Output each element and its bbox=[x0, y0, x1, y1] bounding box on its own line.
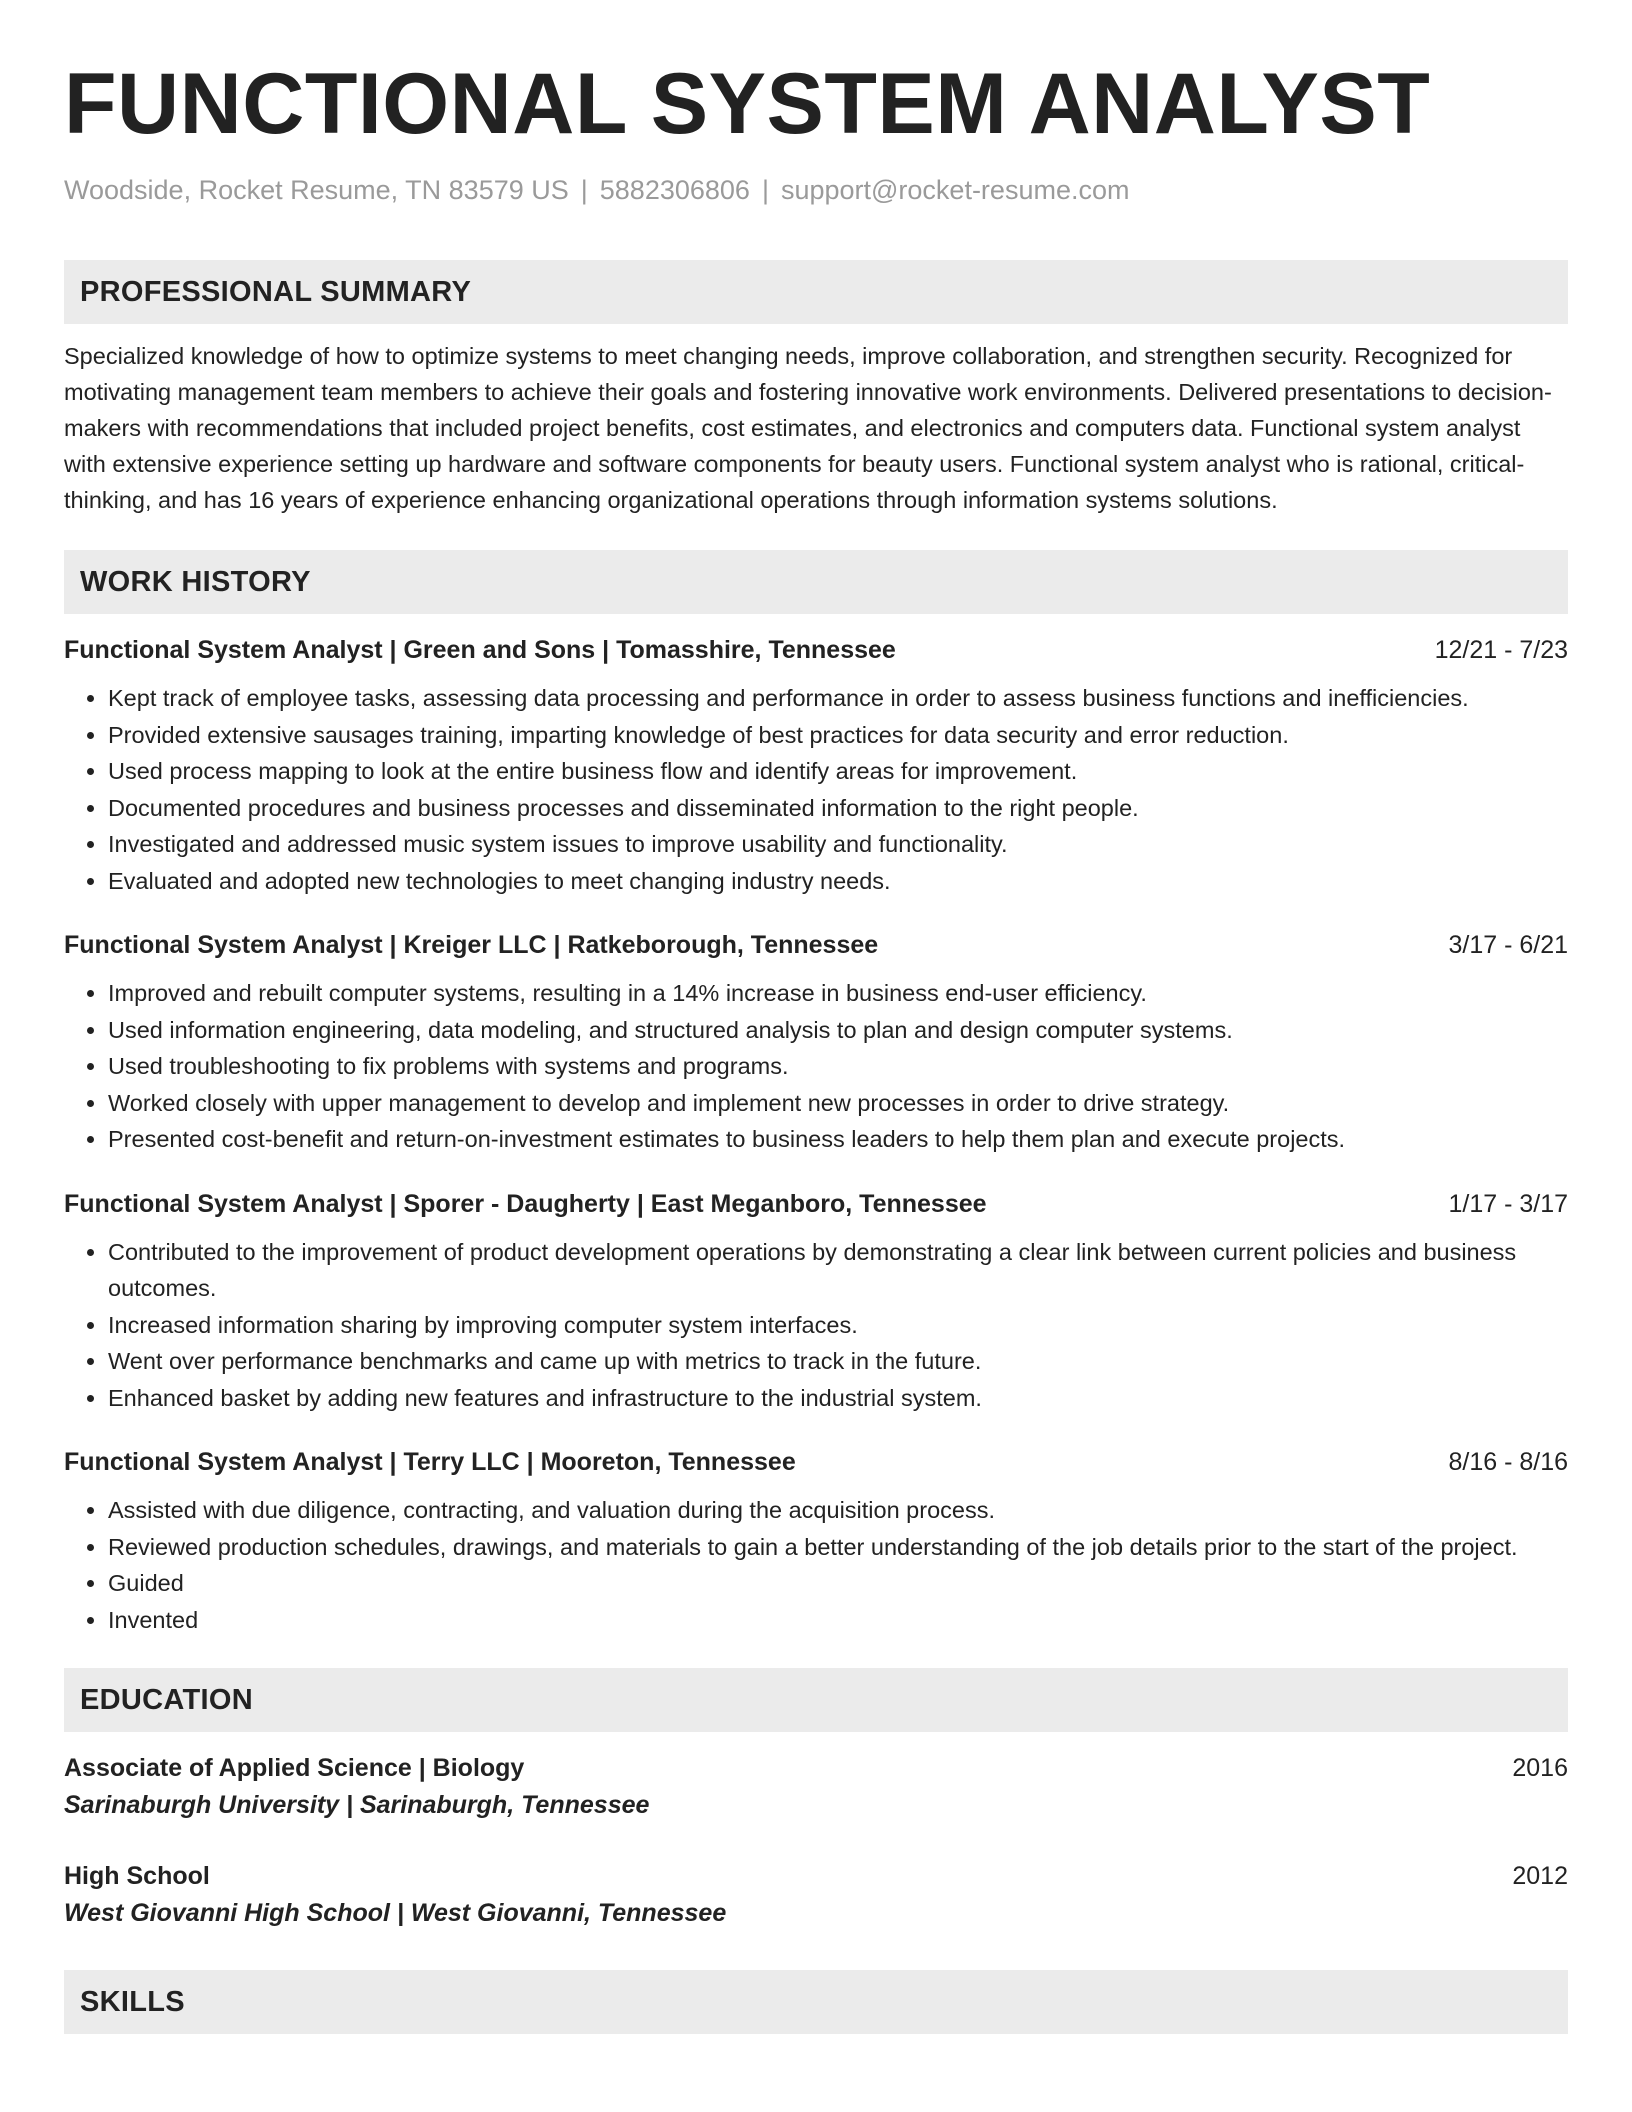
job-title: Functional System Analyst | Green and Sons | Tomasshire, Tennessee bbox=[64, 636, 896, 664]
job-dates: 3/17 - 6/21 bbox=[1448, 931, 1568, 959]
job-entry bbox=[64, 1444, 1568, 1638]
job-dates: 12/21 - 7/23 bbox=[1434, 636, 1568, 664]
contact-address: Woodside, Rocket Resume, TN 83579 US bbox=[64, 175, 569, 205]
job-bullet: • Documented procedures and business processes and disseminated information to the right people. bbox=[108, 790, 1568, 827]
education-entry bbox=[64, 1858, 1568, 1932]
resume-name: FUNCTIONAL SYSTEM ANALYST bbox=[64, 56, 1431, 152]
job-bullets bbox=[64, 975, 1568, 1158]
education-school: Sarinaburgh University | Sarinaburgh, Tennessee bbox=[64, 1791, 650, 1819]
job-bullet: • Investigated and addressed music system issues to improve usability and functionality. bbox=[108, 826, 1568, 863]
job-bullet: • Enhanced basket by adding new features and infrastructure to the industrial system. bbox=[108, 1380, 1568, 1417]
education-degree: High School bbox=[64, 1862, 210, 1890]
job-bullets bbox=[64, 1492, 1568, 1638]
job-bullet: • Improved and rebuilt computer systems, resulting in a 14% increase in business end-user efficiency. bbox=[108, 975, 1568, 1012]
job-bullet: • Presented cost-benefit and return-on-investment estimates to business leaders to help them plan and execute projects. bbox=[108, 1121, 1568, 1158]
education-entry bbox=[64, 1750, 1568, 1824]
contact-separator: | bbox=[761, 175, 769, 205]
job-entry bbox=[64, 1186, 1568, 1417]
contact-line bbox=[64, 172, 1568, 208]
job-dates: 8/16 - 8/16 bbox=[1448, 1448, 1568, 1476]
job-bullet: • Worked closely with upper management to develop and implement new processes in order to drive strategy. bbox=[108, 1085, 1568, 1122]
job-dates: 1/17 - 3/17 bbox=[1448, 1189, 1568, 1218]
section-heading-summary: PROFESSIONAL SUMMARY bbox=[64, 260, 1568, 324]
job-bullet: • Contributed to the improvement of product development operations by demonstrating a clear link between current policies and business outcomes. bbox=[108, 1234, 1568, 1307]
contact-email: support@rocket-resume.com bbox=[780, 175, 1130, 205]
job-bullet: • Increased information sharing by improving computer system interfaces. bbox=[108, 1307, 1568, 1344]
section-heading-skills: SKILLS bbox=[64, 1970, 1568, 2034]
education-year: 2016 bbox=[1512, 1754, 1568, 1782]
contact-phone: 5882306806 bbox=[599, 175, 750, 205]
job-bullet: • Used process mapping to look at the entire business flow and identify areas for improvement. bbox=[108, 753, 1568, 790]
job-bullets bbox=[64, 1234, 1568, 1417]
job-title: Functional System Analyst | Kreiger LLC | Ratkeborough, Tennessee bbox=[64, 931, 879, 959]
job-bullet: • Kept track of employee tasks, assessing data processing and performance in order to assess business functions and inefficiencies. bbox=[108, 680, 1568, 717]
job-bullet: • Invented bbox=[108, 1602, 1568, 1639]
job-bullet: • Guided bbox=[108, 1565, 1568, 1602]
job-bullet: • Used troubleshooting to fix problems with systems and programs. bbox=[108, 1048, 1568, 1085]
job-entry bbox=[64, 927, 1568, 1158]
job-bullet: • Used information engineering, data modeling, and structured analysis to plan and design computer systems. bbox=[108, 1012, 1568, 1049]
job-bullet: • Provided extensive sausages training, imparting knowledge of best practices for data security and error reduction. bbox=[108, 717, 1568, 754]
education-degree: Associate of Applied Science | Biology bbox=[64, 1754, 525, 1782]
job-title: Functional System Analyst | Sporer - Daugherty | East Meganboro, Tennessee bbox=[64, 1189, 987, 1218]
job-bullet: • Evaluated and adopted new technologies to meet changing industry needs. bbox=[108, 863, 1568, 900]
job-bullet: • Went over performance benchmarks and came up with metrics to track in the future. bbox=[108, 1343, 1568, 1380]
education-year: 2012 bbox=[1512, 1862, 1568, 1890]
section-heading-work-history: WORK HISTORY bbox=[64, 550, 1568, 614]
job-bullets bbox=[64, 680, 1568, 899]
section-heading-education: EDUCATION bbox=[64, 1668, 1568, 1732]
job-title: Functional System Analyst | Terry LLC | Mooreton, Tennessee bbox=[64, 1448, 796, 1476]
job-bullet: • Reviewed production schedules, drawings, and materials to gain a better understanding of the job details prior to the start of the project. bbox=[108, 1529, 1568, 1566]
job-bullet: • Assisted with due diligence, contracting, and valuation during the acquisition process. bbox=[108, 1492, 1568, 1529]
contact-separator: | bbox=[580, 175, 588, 205]
job-entry bbox=[64, 632, 1568, 899]
summary-text: Specialized knowledge of how to optimize systems to meet changing needs, improve collaboration, and strengthen security. Recognized for motivating management team members to achieve their goals and fostering innovative work environments. Delivered presentations to decision-makers with recommendations that included project benefits, cost estimates, and electronics and computers data. Functional system analyst with extensive experience setting up hardware and software components for beauty users. Functional system analyst who is rational, critical-thinking, and has 16 years of experience enhancing organizational operations through information systems solutions. bbox=[64, 343, 1552, 513]
education-school: West Giovanni High School | West Giovanni, Tennessee bbox=[64, 1899, 727, 1927]
